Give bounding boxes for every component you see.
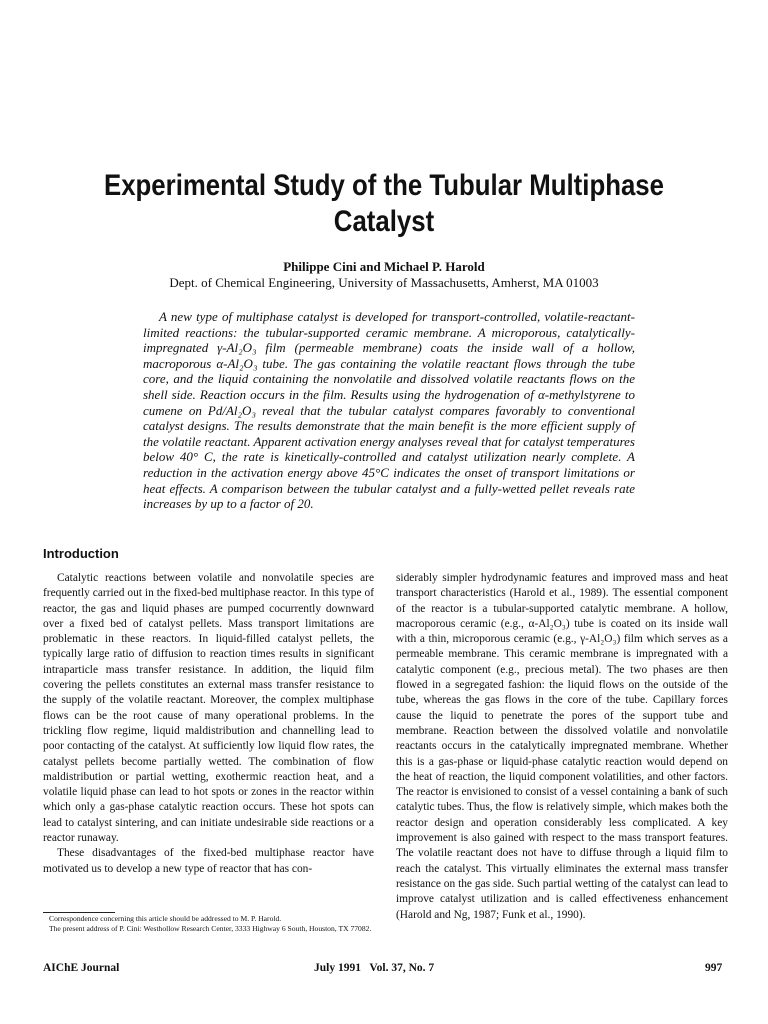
intro-paragraph-1: Catalytic reactions between volatile and nonvolatile species are frequently carried out in the fixed-bed multiphase reactor. In this type of reactor, the gas and liquid phases are pumped cocurrently downward over a fixed bed of catalyst pellets. Mass transport limitations are problematic in these reactors. In liquid-filled catalyst pellets, the typically large ratio of diffusion to reaction times results in significant intraparticle mass transfer resistance. In addition, the liquid film covering the pellets constitutes an external mass transfer resistance to the supply of the volatile reactant. Moreover, the complex multiphase flows can be the root cause of many operational problems. In the trickling flow regime, liquid maldistribution and channelling lead to poor contacting of the catalyst. At sufficiently low liquid flow rates, the catalyst pellets become partially wetted. The combination of flow maldistribution or partial wetting, exothermic reaction heat, and a volatile liquid phase can lead to hot spots or zones in the reactor within which only a gas-phase catalytic reaction occurs. These hot spots can lead to catalyst sintering, and can initiate undesirable side reactions or a reactor runaway.	[43, 572, 374, 845]
abstract: A new type of multiphase catalyst is developed for transport-controlled, volatile-reactant-limited reactions: the tubular-supported ceramic membrane. A microporous, catalytically-impregnated γ-Al₂O₃ film (permeable membrane) coats the inside wall of a hollow, macroporous α-Al₂O₃ tube. The gas containing the volatile reactant flows through the tube core, and the liquid containing the nonvolatile and dissolved volatile reactants flows on the shell side. Reaction occurs in the film. Results using the hydrogenation of α-methylstyrene to cumene on Pd/Al₂O₃ reveal that the tubular catalyst compares favorably to conventional catalyst designs. The results demonstrate that the main benefit is the more efficient supply of the volatile reactant. Apparent activation energy analyses reveal that for catalyst temperatures below 40° C, the rate is kinetically-controlled and catalyst utilization nearly complete. A reduction in the activation energy above 45°C indicates the onset of transport limitations or heat effects. A comparison between the tubular catalyst and a fully-wetted pellet reveals rate increases by up to a factor of 20.	[143, 309, 635, 512]
footer-journal: AIChE Journal	[43, 962, 120, 974]
author-affiliation: Dept. of Chemical Engineering, University of Massachusetts, Amherst, MA 01003	[169, 275, 599, 290]
right-column	[396, 571, 728, 923]
footnote-rule	[43, 912, 115, 913]
left-column	[43, 571, 374, 877]
footnotes	[43, 914, 374, 934]
footer-issue: July 1991 Vol. 37, No. 7	[314, 962, 435, 974]
section-heading-introduction: Introduction	[43, 546, 119, 561]
footnote-correspondence: Correspondence concerning this article should be addressed to M. P. Harold.	[49, 914, 282, 923]
footnote-address: The present address of P. Cini: Westhollow Research Center, 3333 Highway 6 South, Houston, TX 77082.	[49, 923, 372, 933]
intro-paragraph-continued: siderably simpler hydrodynamic features and improved mass and heat transport characteristics (Harold et al., 1989). The essential component of the reactor is a tubular-supported catalytic membrane. A hollow, macroporous ceramic (e.g., α-Al₂O₃) tube is coated on its inside wall with a thin, microporous ceramic (e.g., γ-Al₂O₃) film which serves as a permeable membrane. This ceramic membrane is impregnated with a catalytic component (e.g., precious metal). The two phases are then flowed in a segregated fashion: the liquid flows on the outside of the tube, whereas the gas flows in the core of the tube. Capillary forces cause the liquid to penetrate the pores of the support tube and membrane. Reaction between the dissolved volatile and nonvolatile reactants occurs in the catalytically impregnated membrane. Whether this is a gas-phase or liquid-phase catalytic reaction would depend on the heat of reaction, the liquid component volatilities, and other factors. The reactor is envisioned to consist of a vessel containing a bank of such catalytic tubes. Thus, the flow is relatively simple, which makes both the reactor design and operation considerably less complicated. A key improvement is also gained with respect to the mass transport features. The volatile reactant does not have to diffuse through a liquid film to reach the catalyst. This virtually eliminates the external mass transfer resistance on the gas side. Such partial wetting of the catalyst can lead to improve catalyst utilization and is called effectiveness enhancement (Harold and Ng, 1987; Funk et al., 1990).	[396, 572, 728, 921]
intro-paragraph-2: These disadvantages of the fixed-bed multiphase reactor have motivated us to develop a new type of reactor that has con-	[43, 847, 374, 875]
footer-page-number: 997	[705, 962, 723, 974]
article-title: Experimental Study of the Tubular Multiphase Catalyst	[103, 169, 665, 238]
author-names: Philippe Cini and Michael P. Harold	[283, 259, 485, 274]
